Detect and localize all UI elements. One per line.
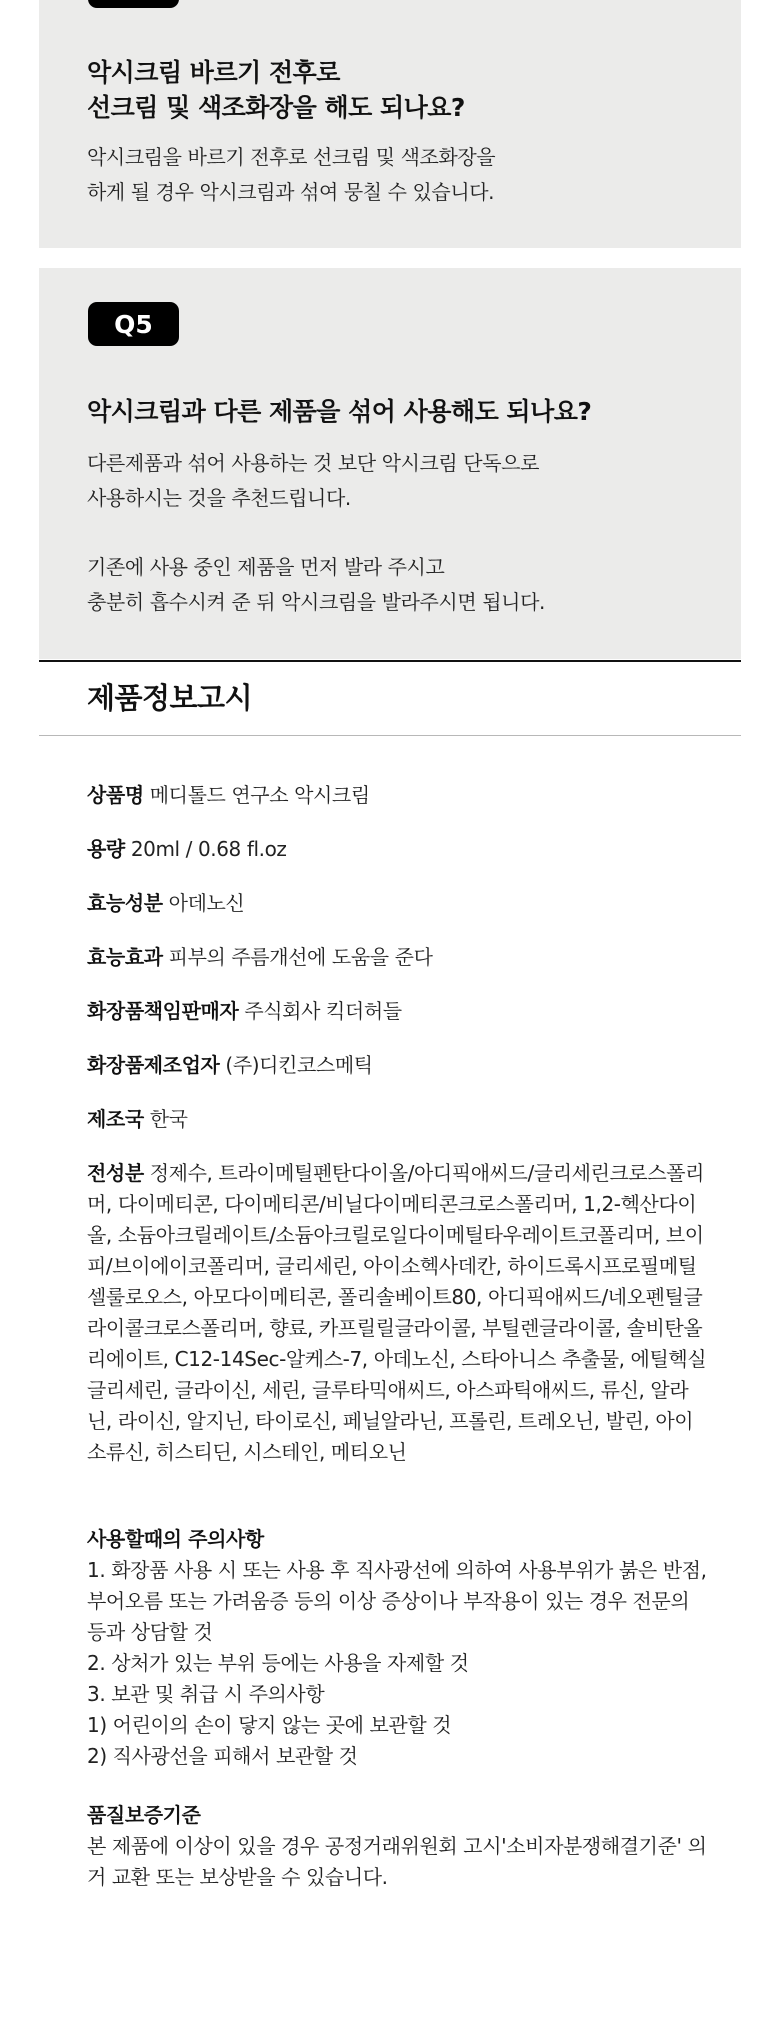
- answer-line: 하게 될 경우 악시크림과 섞여 뭉칠 수 있습니다.: [87, 180, 495, 204]
- info-value: 메디톨드 연구소 악시크림: [149, 783, 370, 807]
- quality-text: 본 제품에 이상이 있을 경우 공정거래위원회 고시'소비자분쟁해결기준' 의거 교환 또는 보상받을 수 있습니다.: [87, 1834, 707, 1889]
- info-value: 주식회사 킥더허들: [244, 999, 402, 1023]
- divider: [39, 735, 741, 736]
- caution-line: 2. 상처가 있는 부위 등에는 사용을 자제할 것: [87, 1651, 469, 1675]
- info-row-active-ingredient: [87, 888, 707, 918]
- answer-line: 기존에 사용 중인 제품을 먼저 발라 주시고: [87, 555, 445, 579]
- caution-line: 1) 어린이의 손이 닿지 않는 곳에 보관할 것: [87, 1713, 452, 1737]
- info-key: 제조국: [87, 1107, 144, 1131]
- info-row-product-name: [87, 780, 707, 810]
- info-value: (주)디킨코스메틱: [225, 1053, 373, 1077]
- info-key: 효능성분: [87, 891, 163, 915]
- info-value: 한국: [149, 1107, 188, 1131]
- info-key: 화장품제조업자: [87, 1053, 220, 1077]
- caution-line: 3. 보관 및 취급 시 주의사항: [87, 1682, 325, 1706]
- info-value: 정제수, 트라이메틸펜탄다이올/아디픽애씨드/글리세린크로스폴리머, 다이메티콘, 다이메티콘/비닐다이메티콘크로스폴리머, 1,2-헥산다이올, 소듐아크릴레이트/소듐아크릴로일다이메틸타우레이트코폴리머, 브이피/브이에이코폴리머, 글리세린, 아이소헥사데칸, 하이드록시프로필메틸셀룰로오스, 아모다이메티콘, 폴리솔베이트80, 아디픽애씨드/네오펜틸글라이콜크로스폴리머, 향료, 카프릴릴글라이콜, 부틸렌글라이콜, 솔비탄올리에이트, C12-14Sec-알케스-7, 아데노신, 스타아니스 추출물, 에틸헥실글리세린, 글라이신, 세린, 글루타믹애씨드, 아스파틱애씨드, 류신, 알라닌, 라이신, 알지닌, 타이로신, 페닐알라닌, 프롤린, 트레오닌, 발린, 아이소류신, 히스티딘, 시스테인, 메티오닌: [87, 1161, 707, 1464]
- product-info-body: [87, 780, 707, 1893]
- info-key: 전성분: [87, 1161, 144, 1185]
- info-row-manufacturer: [87, 1050, 707, 1080]
- question-title-line: 악시크림 바르기 전후로: [87, 57, 340, 87]
- caution-block: [87, 1524, 707, 1772]
- answer-line: 사용하시는 것을 추천드립니다.: [87, 486, 351, 510]
- caution-line: 1. 화장품 사용 시 또는 사용 후 직사광선에 의하여 사용부위가 붉은 반점, 부어오름 또는 가려움증 등의 이상 증상이나 부작용이 있는 경우 전문의 등과 상담할 것: [87, 1558, 707, 1644]
- info-row-efficacy: [87, 942, 707, 972]
- info-value: 20ml / 0.68 fl.oz: [130, 837, 287, 861]
- question-title-line: 선크림 및 색조화장을 해도 되나요?: [87, 92, 465, 122]
- caution-line: 2) 직사광선을 피해서 보관할 것: [87, 1744, 358, 1768]
- faq-item-q5: [39, 268, 741, 659]
- info-key: 효능효과: [87, 945, 163, 969]
- quality-title: 품질보증기준: [87, 1803, 201, 1827]
- question-title: 악시크림과 다른 제품을 섞어 사용해도 되나요?: [87, 396, 592, 426]
- info-row-volume: [87, 834, 707, 864]
- answer-line: 충분히 흡수시켜 준 뒤 악시크림을 발라주시면 됩니다.: [87, 590, 545, 614]
- question-title: [87, 55, 701, 125]
- info-key: 화장품책임판매자: [87, 999, 239, 1023]
- caution-title: 사용할때의 주의사항: [87, 1527, 264, 1551]
- answer-paragraph: [87, 446, 701, 516]
- quality-block: [87, 1800, 707, 1893]
- answer-line: 다른제품과 섞어 사용하는 것 보단 악시크림 단독으로: [87, 451, 539, 475]
- section-title: 제품정보고시: [87, 681, 253, 715]
- info-row-distributor: [87, 996, 707, 1026]
- answer-text: [87, 446, 701, 620]
- answer-text: [87, 140, 701, 210]
- answer-paragraph: [87, 550, 701, 620]
- info-row-origin: [87, 1104, 707, 1134]
- info-key: 상품명: [87, 783, 144, 807]
- info-row-ingredients: [87, 1158, 707, 1468]
- info-value: 피부의 주름개선에 도움을 준다: [168, 945, 433, 969]
- product-info-header: [39, 660, 741, 736]
- question-badge: [88, 0, 179, 8]
- answer-line: 악시크림을 바르기 전후로 선크림 및 색조화장을: [87, 145, 496, 169]
- info-key: 용량: [87, 837, 125, 861]
- info-value: 아데노신: [168, 891, 245, 915]
- faq-item-q4: [39, 0, 741, 248]
- question-badge: Q5: [88, 302, 179, 346]
